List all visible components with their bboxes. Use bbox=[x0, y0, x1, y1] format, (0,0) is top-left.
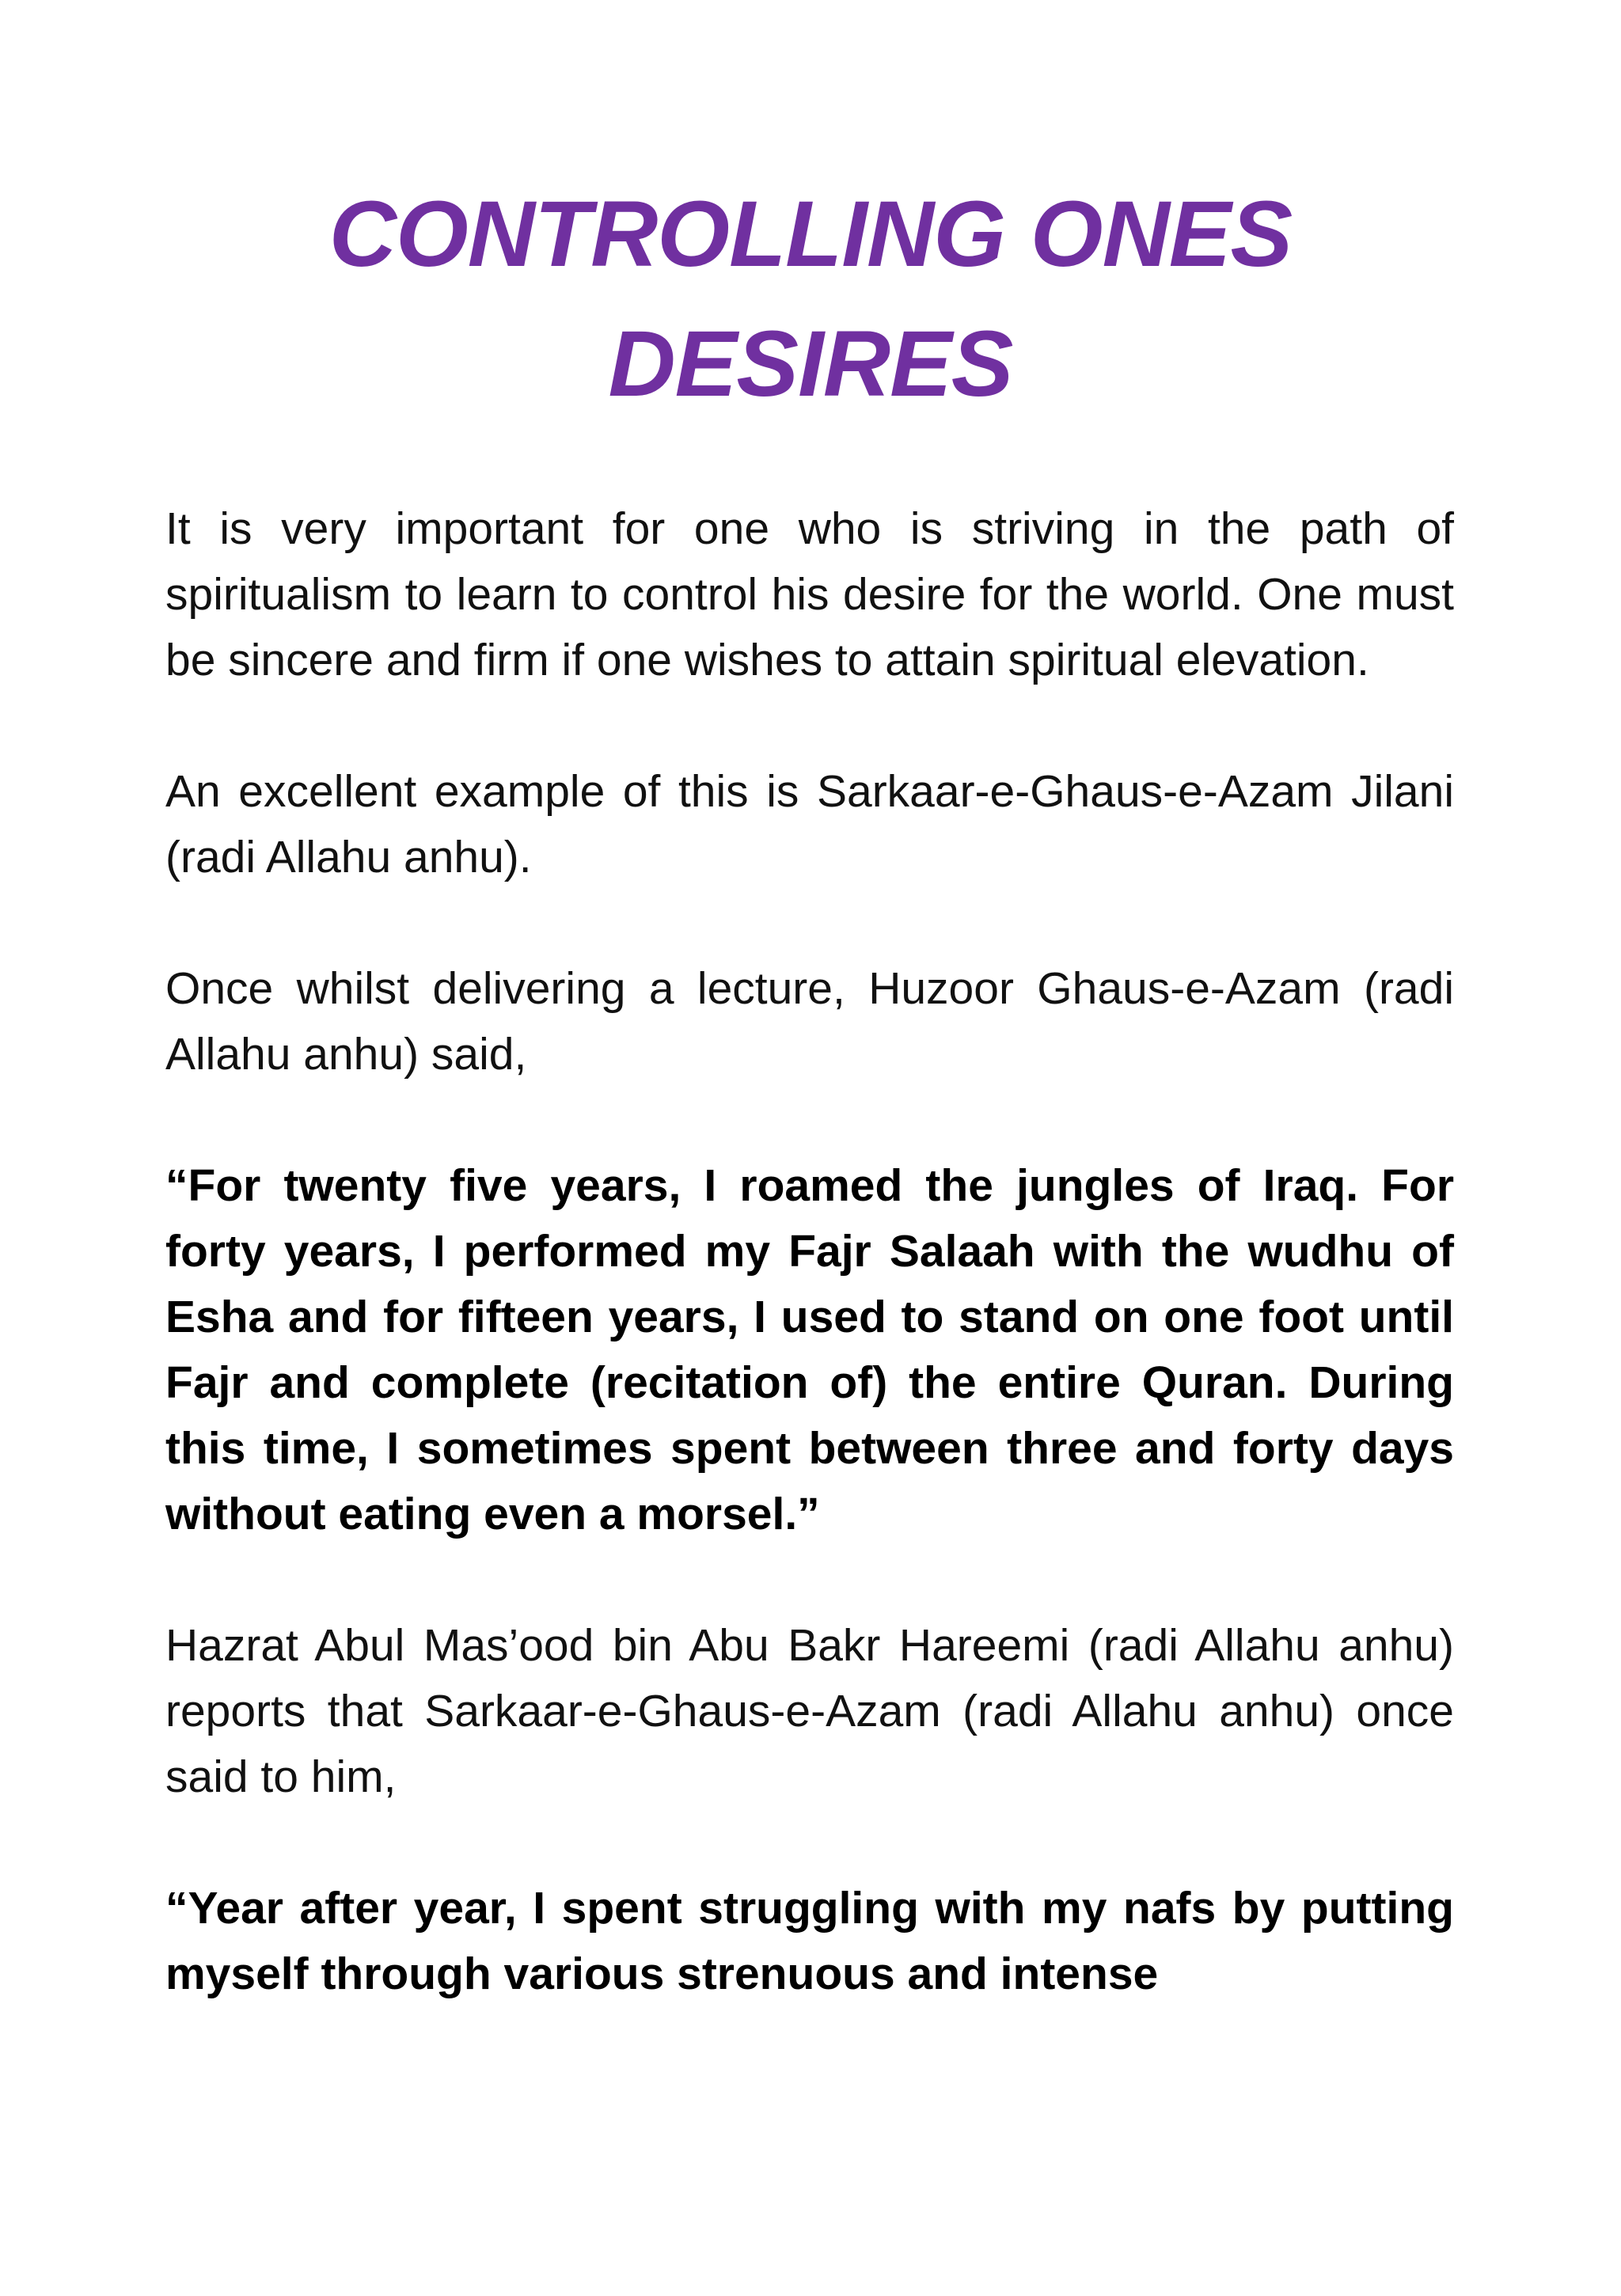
paragraph-intro: It is very important for one who is striving in the path of spiritualism to learn to control his desire for the world. One must be sincere and firm if one wishes to attain spiritual elevation. bbox=[165, 503, 1454, 685]
title-line-2: DESIRES bbox=[608, 312, 1013, 416]
paragraph-report: Hazrat Abul Mas’ood bin Abu Bakr Hareemi (radi Allahu anhu) reports that Sarkaar-e-Ghaus-e-Azam (radi Allahu anhu) once said to him, bbox=[165, 1620, 1454, 1802]
paragraph-example: An excellent example of this is Sarkaar-e-Ghaus-e-Azam Jilani (radi Allahu anhu). bbox=[165, 766, 1454, 882]
quote-year-after-year: “Year after year, I spent struggling with my nafs by putting myself through various strenuous and intense bbox=[165, 1883, 1454, 1999]
quote-twenty-five-years: “For twenty five years, I roamed the jungles of Iraq. For forty years, I performed my Fajr Salaah with the wudhu of Esha and for fifteen years, I used to stand on one foot until Fajr and complete (recitation of) the entire Quran. During this time, I sometimes spent between three and forty days without eating even a morsel.” bbox=[165, 1160, 1454, 1539]
paragraph-lecture: Once whilst delivering a lecture, Huzoor Ghaus-e-Azam (radi Allahu anhu) said, bbox=[165, 963, 1454, 1080]
title-line-1: CONTROLLING ONES bbox=[328, 182, 1293, 287]
body-text bbox=[165, 496, 1454, 2007]
page-title bbox=[0, 169, 1621, 429]
